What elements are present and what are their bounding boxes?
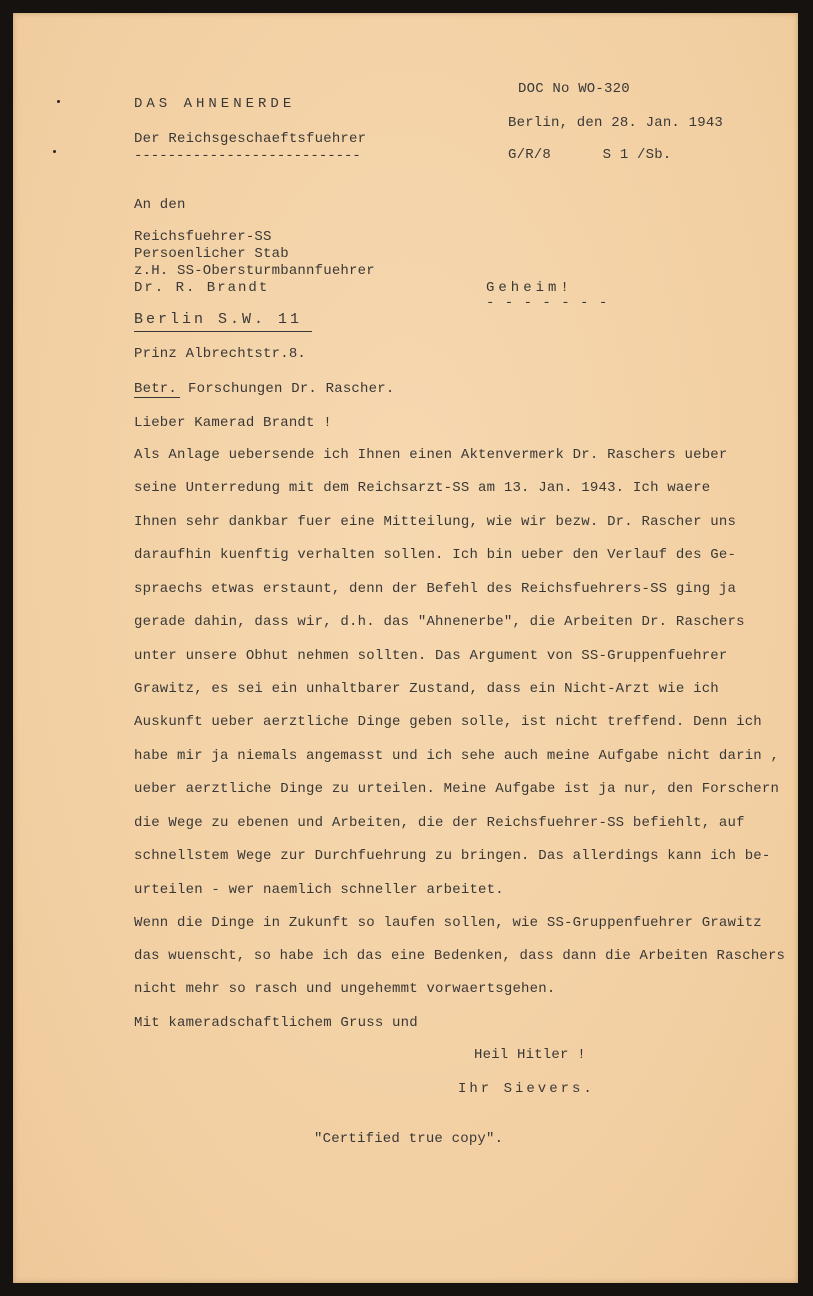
body-line: Als Anlage uebersende ich Ihnen einen Aktenvermerk Dr. Raschers ueber — [134, 447, 728, 463]
salutation: Lieber Kamerad Brandt ! — [134, 415, 332, 431]
recipient-city-underline — [134, 331, 312, 332]
signature: Ihr Sievers. — [458, 1081, 595, 1097]
recipient-line-3: Persoenlicher Stab — [134, 246, 289, 262]
body-line: Auskunft ueber aerztliche Dinge geben solle, ist nicht treffend. Denn ich — [134, 714, 762, 730]
body-line: die Wege zu ebenen und Arbeiten, die der Reichsfuehrer-SS befiehlt, auf — [134, 815, 745, 831]
sender-title: Der Reichsgeschaeftsfuehrer — [134, 131, 367, 147]
closing-greeting: Heil Hitler ! — [474, 1047, 586, 1063]
body-line: unter unsere Obhut nehmen sollten. Das Argument von SS-Gruppenfuehrer — [134, 648, 728, 664]
margin-mark-top — [57, 100, 60, 103]
body-line: urteilen - wer naemlich schneller arbeitet. — [134, 882, 504, 898]
body-line: Ihnen sehr dankbar fuer eine Mitteilung, wie wir bezw. Dr. Rascher uns — [134, 514, 737, 530]
file-reference: G/R/8 S 1 /Sb. — [508, 147, 672, 163]
subject-label: Betr. — [134, 381, 178, 397]
place-date: Berlin, den 28. Jan. 1943 — [508, 115, 724, 131]
body-line: daraufhin kuenftig verhalten sollen. Ich bin ueber den Verlauf des Ge- — [134, 547, 737, 563]
body-line: ueber aerztliche Dinge zu urteilen. Meine Aufgabe ist ja nur, den Forschern — [134, 781, 780, 797]
subject-label-underline — [134, 397, 180, 398]
subject-text: Forschungen Dr. Rascher. — [188, 381, 395, 397]
recipient-city: Berlin S.W. 11 — [134, 311, 303, 328]
body-line: nicht mehr so rasch und ungehemmt vorwaertsgehen. — [134, 981, 556, 997]
body-line: seine Unterredung mit dem Reichsarzt-SS am 13. Jan. 1943. Ich waere — [134, 480, 711, 496]
body-line: Grawitz, es sei ein unhaltbarer Zustand, dass ein Nicht-Arzt wie ich — [134, 681, 719, 697]
recipient-line-2: Reichsfuehrer-SS — [134, 229, 272, 245]
body-line: das wuenscht, so habe ich das eine Bedenken, dass dann die Arbeiten Raschers — [134, 948, 786, 964]
recipient-street: Prinz Albrechtstr.8. — [134, 346, 307, 362]
recipient-line-5: Dr. R. Brandt — [134, 280, 270, 296]
body-line: Mit kameradschaftlichem Gruss und — [134, 1015, 418, 1031]
body-line: schnellstem Wege zur Durchfuehrung zu bringen. Das allerdings kann ich be- — [134, 848, 771, 864]
body-line: gerade dahin, dass wir, d.h. das "Ahnenerbe", die Arbeiten Dr. Raschers — [134, 614, 745, 630]
body-line: Wenn die Dinge in Zukunft so laufen sollen, wie SS-Gruppenfuehrer Grawitz — [134, 915, 762, 931]
margin-mark-bottom — [53, 150, 56, 153]
body-line: habe mir ja niemals angemasst und ich sehe auch meine Aufgabe nicht darin , — [134, 748, 780, 764]
org-name: DAS AHNENERDE — [134, 96, 296, 112]
certification-note: "Certified true copy". — [314, 1131, 504, 1147]
secret-marking: Geheim! — [486, 280, 573, 296]
doc-number: DOC No WO-320 — [518, 81, 630, 97]
secret-marking-underline: - - - - - - - — [486, 295, 609, 311]
body-line: spraechs etwas erstaunt, denn der Befehl des Reichsfuehrers-SS ging ja — [134, 581, 737, 597]
recipient-line-1: An den — [134, 197, 186, 213]
recipient-line-4: z.H. SS-Obersturmbannfuehrer — [134, 263, 375, 279]
sender-title-underline: --------------------------- — [134, 148, 361, 164]
